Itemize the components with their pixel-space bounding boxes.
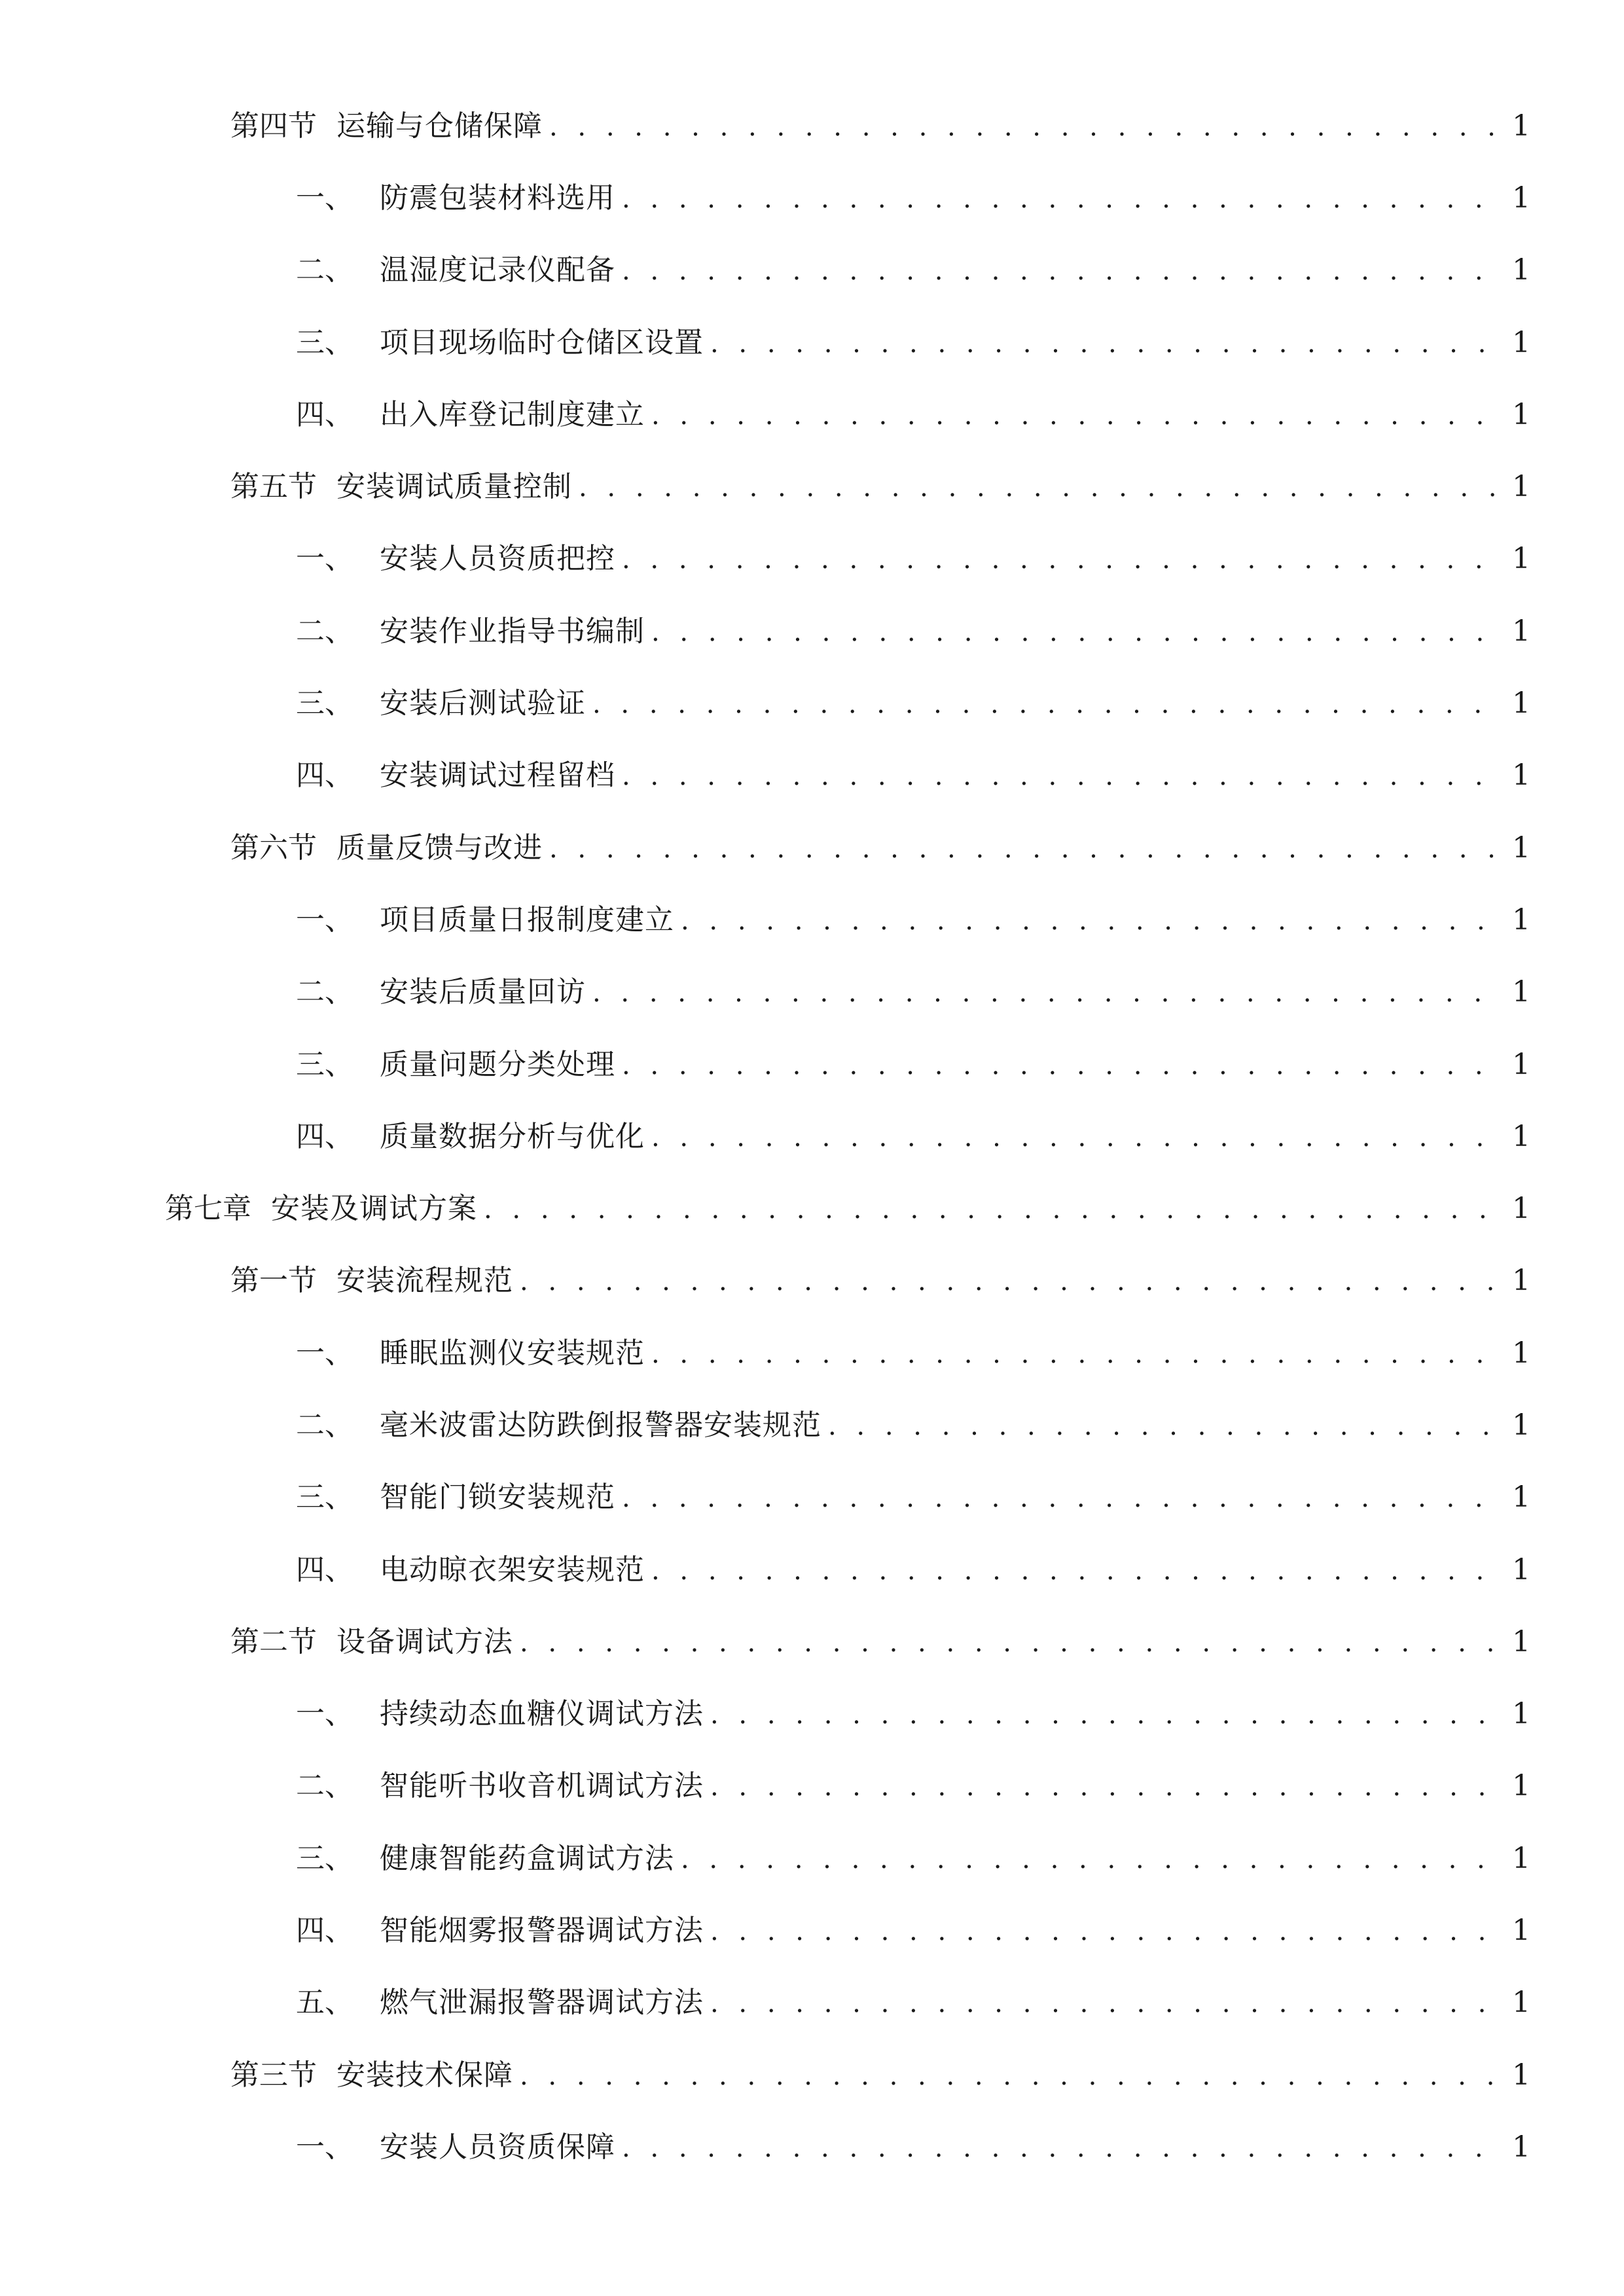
toc-entry-title: 安装人员资质把控 [380,542,615,576]
toc-entry[interactable] [0,1534,1624,1606]
toc-entry-number: 二、 [296,1408,353,1442]
toc-dot-leader [710,1695,1504,1734]
toc-dot-leader [651,613,1504,652]
toc-entry-number: 第七章 [165,1192,251,1226]
toc-page-number: 1 [1512,975,1530,1009]
toc-dot-leader [622,1046,1504,1085]
toc-entry[interactable] [0,812,1624,884]
toc-dot-leader [651,396,1504,435]
toc-entry-title: 持续动态血糖仪调试方法 [380,1697,704,1731]
toc-entry-number: 二、 [296,253,353,287]
toc-entry-title: 防震包装材料选用 [380,181,615,215]
toc-entry[interactable] [0,1173,1624,1245]
toc-entry-number: 三、 [296,1841,353,1875]
toc-page-number: 1 [1512,614,1530,648]
toc-entry[interactable] [0,1751,1624,1823]
toc-page-number: 1 [1512,109,1530,143]
toc-dot-leader [520,2056,1504,2096]
toc-page-number: 1 [1512,1047,1530,1081]
toc-page-number: 1 [1512,903,1530,937]
toc-entry-number: 四、 [296,1552,353,1587]
toc-dot-leader [681,901,1504,941]
toc-entry[interactable] [0,451,1624,523]
toc-dot-leader [622,1479,1504,1518]
toc-entry-number: 一、 [296,181,353,215]
toc-entry-number: 第一节 [230,1264,317,1298]
toc-entry[interactable] [0,1390,1624,1462]
toc-entry-title: 智能听书收音机调试方法 [380,1769,704,1803]
toc-entry[interactable] [0,307,1624,379]
toc-dot-leader [710,1767,1504,1806]
toc-entry-title: 安装人员资质保障 [380,2130,615,2164]
toc-page-number: 1 [1512,1769,1530,1803]
toc-entry[interactable] [0,957,1624,1029]
toc-page-number: 1 [1512,1264,1530,1298]
toc-entry[interactable] [0,524,1624,596]
toc-page-number: 1 [1512,1552,1530,1587]
toc-entry-number: 三、 [296,1047,353,1081]
toc-entry-title: 电动晾衣架安装规范 [380,1552,645,1587]
toc-entry-number: 第三节 [230,2058,317,2092]
toc-dot-leader [549,829,1504,869]
toc-entry[interactable] [0,1029,1624,1101]
toc-dot-leader [651,1551,1504,1590]
toc-entry[interactable] [0,1246,1624,1318]
toc-entry-title: 安装作业指导书编制 [380,614,645,648]
toc-entry[interactable] [0,90,1624,162]
toc-dot-leader [622,757,1504,796]
toc-entry-number: 三、 [296,325,353,359]
toc-entry[interactable] [0,596,1624,668]
toc-entry-title: 运输与仓储保障 [336,109,543,143]
toc-entry-title: 智能烟雾报警器调试方法 [380,1914,704,1948]
toc-entry[interactable] [0,1606,1624,1678]
toc-page-number: 1 [1512,1624,1530,1659]
toc-dot-leader [710,324,1504,363]
toc-dot-leader [622,540,1504,579]
toc-entry-title: 安装调试质量控制 [336,470,572,504]
toc-entry[interactable] [0,1895,1624,1967]
toc-entry-number: 第四节 [230,109,317,143]
toc-entry-number: 四、 [296,397,353,431]
toc-entry-number: 第二节 [230,1624,317,1659]
toc-dot-leader [651,1118,1504,1157]
toc-page-number: 1 [1512,831,1530,865]
toc-entry-number: 四、 [296,1119,353,1153]
toc-entry-number: 一、 [296,903,353,937]
toc-entry-title: 燃气泄漏报警器调试方法 [380,1986,704,2020]
toc-entry-number: 二、 [296,975,353,1009]
toc-entry-title: 质量问题分类处理 [380,1047,615,1081]
toc-entry-number: 一、 [296,1697,353,1731]
toc-page-number: 1 [1512,542,1530,576]
table-of-contents [0,90,1624,2184]
toc-entry-title: 项目现场临时仓储区设置 [380,325,704,359]
toc-page-number: 1 [1512,1119,1530,1153]
toc-entry-title: 安装技术保障 [336,2058,513,2092]
toc-entry[interactable] [0,740,1624,812]
toc-dot-leader [622,179,1504,219]
toc-dot-leader [592,973,1504,1013]
toc-page-number: 1 [1512,1480,1530,1515]
toc-entry[interactable] [0,2111,1624,2183]
toc-dot-leader [579,468,1504,507]
toc-entry-number: 二、 [296,1769,353,1803]
toc-entry-title: 质量反馈与改进 [336,831,543,865]
toc-page-number: 1 [1512,759,1530,793]
toc-dot-leader [681,1840,1504,1879]
toc-entry[interactable] [0,1823,1624,1895]
toc-page-number: 1 [1512,1914,1530,1948]
toc-dot-leader [520,1262,1504,1301]
toc-entry[interactable] [0,668,1624,740]
toc-page-number: 1 [1512,1841,1530,1875]
toc-page-number: 1 [1512,1697,1530,1731]
toc-page-number: 1 [1512,2130,1530,2164]
toc-dot-leader [710,1912,1504,1951]
toc-page-number: 1 [1512,1986,1530,2020]
toc-entry-number: 第五节 [230,470,317,504]
toc-entry-title: 智能门锁安装规范 [380,1480,615,1515]
toc-entry-number: 二、 [296,614,353,648]
toc-entry-title: 毫米波雷达防跌倒报警器安装规范 [380,1408,821,1442]
toc-dot-leader [710,1984,1504,2023]
toc-dot-leader [549,107,1504,147]
toc-entry[interactable] [0,1679,1624,1751]
toc-entry-title: 安装后测试验证 [380,687,586,721]
toc-entry[interactable] [0,1462,1624,1534]
toc-page-number: 1 [1512,397,1530,431]
toc-entry-title: 设备调试方法 [336,1624,513,1659]
toc-page-number: 1 [1512,181,1530,215]
toc-dot-leader [592,685,1504,724]
toc-entry-title: 安装及调试方案 [271,1192,477,1226]
toc-page-number: 1 [1512,2058,1530,2092]
toc-dot-leader [484,1190,1504,1229]
toc-entry[interactable] [0,162,1624,234]
toc-entry-title: 出入库登记制度建立 [380,397,645,431]
toc-entry[interactable] [0,2039,1624,2111]
toc-dot-leader [651,1335,1504,1374]
toc-entry-title: 安装调试过程留档 [380,759,615,793]
toc-entry[interactable] [0,884,1624,956]
toc-page-number: 1 [1512,687,1530,721]
toc-entry-title: 睡眠监测仪安装规范 [380,1336,645,1370]
toc-entry[interactable] [0,379,1624,451]
toc-page-number: 1 [1512,470,1530,504]
toc-entry-title: 项目质量日报制度建立 [380,903,674,937]
toc-entry-number: 一、 [296,2130,353,2164]
toc-entry-number: 四、 [296,759,353,793]
toc-page-number: 1 [1512,325,1530,359]
toc-entry-number: 四、 [296,1914,353,1948]
toc-dot-leader [828,1407,1504,1446]
toc-entry-title: 安装流程规范 [336,1264,513,1298]
toc-dot-leader [622,251,1504,291]
toc-entry[interactable] [0,1318,1624,1390]
toc-dot-leader [520,1623,1504,1662]
toc-entry-title: 健康智能药盒调试方法 [380,1841,674,1875]
toc-page-number: 1 [1512,253,1530,287]
toc-entry-title: 安装后质量回访 [380,975,586,1009]
toc-entry-title: 温湿度记录仪配备 [380,253,615,287]
toc-entry-number: 五、 [296,1986,353,2020]
toc-page-number: 1 [1512,1408,1530,1442]
toc-entry[interactable] [0,1101,1624,1173]
toc-entry-number: 三、 [296,687,353,721]
toc-dot-leader [622,2128,1504,2168]
toc-page-number: 1 [1512,1336,1530,1370]
toc-entry-number: 一、 [296,542,353,576]
toc-entry-number: 三、 [296,1480,353,1515]
toc-entry-number: 第六节 [230,831,317,865]
toc-page-number: 1 [1512,1192,1530,1226]
toc-entry[interactable] [0,235,1624,307]
toc-entry-number: 一、 [296,1336,353,1370]
toc-entry-title: 质量数据分析与优化 [380,1119,645,1153]
toc-entry[interactable] [0,1967,1624,2039]
